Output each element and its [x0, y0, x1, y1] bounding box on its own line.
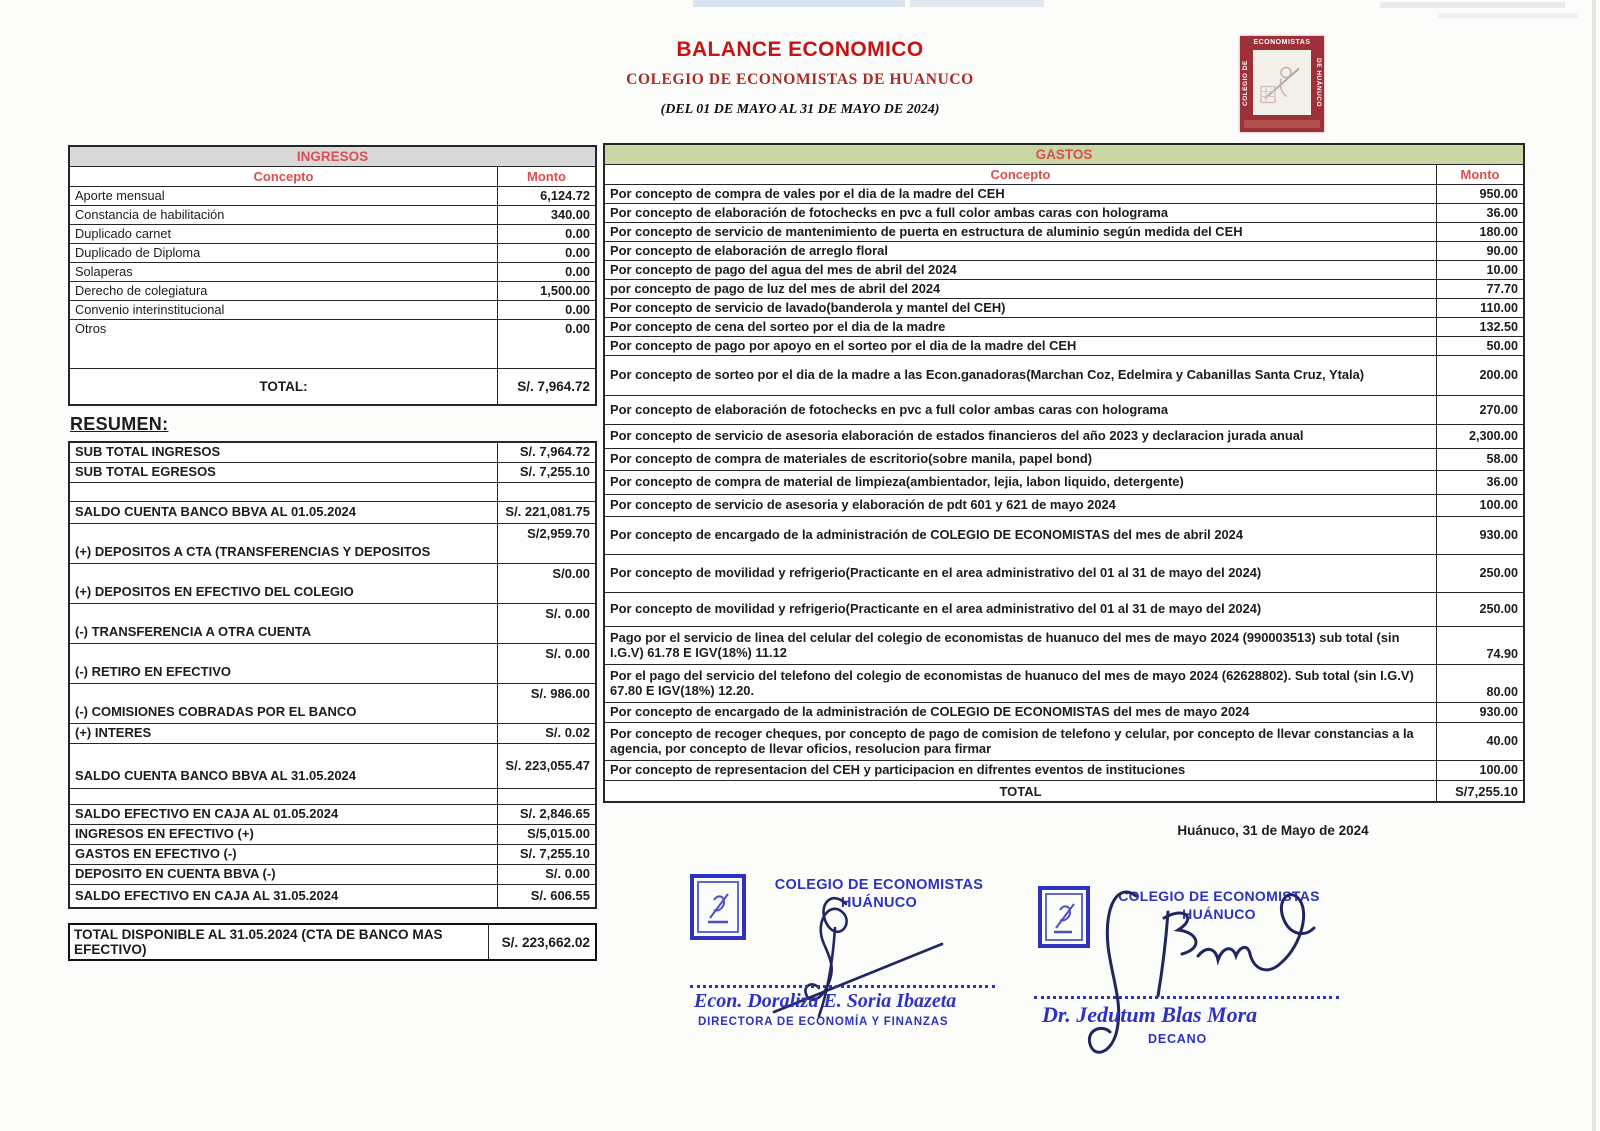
gasto-monto-cell: 100.00	[1479, 763, 1518, 778]
report-period: (DEL 01 DE MAYO AL 31 DE MAYO DE 2024)	[660, 102, 940, 117]
table-row	[70, 885, 595, 907]
page-title: BALANCE ECONOMICO	[676, 38, 924, 61]
table-row	[70, 320, 595, 368]
table-row	[70, 604, 595, 644]
table-row	[605, 356, 1523, 396]
gasto-monto-cell: 36.00	[1486, 205, 1518, 220]
stamp-logo-ring	[1045, 893, 1083, 941]
resumen-value-cell: S/. 7,255.10	[519, 464, 590, 480]
scan-artifact	[910, 0, 1044, 7]
table-row	[70, 301, 595, 320]
resumen-value-cell: S/. 0.02	[545, 725, 590, 741]
gasto-concepto-cell: Por concepto de elaboración de fotochecks en pvc a full color ambas caras con holograma	[605, 204, 1437, 222]
ingreso-monto-cell: 0.00	[565, 225, 590, 241]
total-disponible-value: S/. 223,662.02	[501, 934, 590, 950]
scan-edge-shadow	[1592, 0, 1596, 1131]
resumen-label-cell: (-) RETIRO EN EFECTIVO	[70, 644, 498, 683]
resumen-label-cell: (+) INTERES	[70, 724, 498, 743]
gasto-monto-cell: 180.00	[1479, 224, 1518, 239]
resumen-value-cell: S/. 0.00	[545, 866, 590, 882]
gastos-total-row	[605, 780, 1523, 801]
gasto-concepto-cell: Por concepto de movilidad y refrigerio(Practicante en el area administrativo del 01 al 31 de mayo del 2024)	[605, 593, 1437, 626]
gasto-monto-cell: 2,300.00	[1468, 429, 1518, 444]
ingreso-concepto-cell: Otros	[70, 320, 498, 368]
gastos-total-value: S/7,255.10	[1455, 783, 1518, 799]
gasto-monto-cell: 77.70	[1486, 281, 1518, 296]
table-row	[605, 204, 1523, 223]
ingreso-concepto-cell: Solaperas	[70, 263, 498, 281]
signer-role: DECANO	[1148, 1032, 1207, 1046]
table-row	[70, 684, 595, 724]
table-row	[70, 206, 595, 225]
gasto-concepto-cell: Por el pago del servicio del telefono del colegio de economistas de huanuco del mes de mayo 2024 (62628802). Sub total (sin I.G.V) 67.80 E IGV(18%) 12.20.	[605, 665, 1437, 702]
gasto-concepto-cell: Por concepto de servicio de mantenimiento de puerta en estructura de aluminio según medida del CEH	[605, 223, 1437, 241]
gasto-monto-cell: 132.50	[1479, 319, 1518, 334]
resumen-value-cell	[498, 789, 595, 804]
gastos-rows	[605, 185, 1523, 780]
table-row	[605, 449, 1523, 471]
right-column	[603, 143, 1525, 838]
resumen-value-cell: S/. 0.00	[545, 646, 590, 661]
left-column	[68, 145, 597, 961]
organization-name: COLEGIO DE ECONOMISTAS DE HUANUCO	[626, 71, 974, 88]
gasto-monto-cell: 74.90	[1486, 646, 1518, 661]
table-row	[70, 263, 595, 282]
resumen-value-cell: S/. 7,255.10	[519, 846, 590, 862]
table-row	[605, 299, 1523, 318]
total-disponible-label: TOTAL DISPONIBLE AL 31.05.2024 (CTA DE BANCO MAS EFECTIVO)	[70, 925, 489, 959]
resumen-value-cell: S/. 223,055.47	[505, 757, 590, 773]
gasto-monto-cell: 110.00	[1480, 300, 1518, 315]
column-header-monto: Monto	[1460, 167, 1500, 182]
gasto-monto-cell: 930.00	[1479, 705, 1518, 720]
table-row	[605, 318, 1523, 337]
logo-text-left: COLEGIO DE	[1242, 60, 1249, 106]
resumen-rows	[70, 443, 595, 907]
stamp-org-line1: COLEGIO DE ECONOMISTAS	[774, 877, 984, 893]
resumen-value-cell: S/. 7,964.72	[519, 444, 590, 460]
stamp-org-line2: HUÁNUCO	[840, 895, 918, 912]
table-row	[70, 865, 595, 885]
gasto-monto-cell: 250.00	[1479, 566, 1518, 581]
ingresos-total-row	[70, 368, 595, 404]
table-row	[70, 524, 595, 564]
ingresos-table	[68, 145, 597, 406]
ingreso-monto-cell: 0.00	[565, 301, 590, 317]
gasto-concepto-cell: Por concepto de compra de vales por el dia de la madre del CEH	[605, 185, 1437, 203]
table-row	[70, 483, 595, 502]
resumen-label-cell: SALDO CUENTA BANCO BBVA AL 31.05.2024	[70, 744, 498, 788]
gasto-concepto-cell: Por concepto de representacion del CEH y participacion en difrentes eventos de instituciones	[605, 761, 1437, 780]
gasto-monto-cell: 950.00	[1479, 186, 1518, 201]
gasto-concepto-cell: Por concepto de recoger cheques, por concepto de pago de comision de telefono y celular, por concepto de llevar constancias a la agencia, por concepto de llevar oficios, resolucion para firmar	[605, 723, 1437, 760]
table-row	[605, 242, 1523, 261]
ingreso-monto-cell: 0.00	[565, 321, 590, 336]
table-row	[605, 627, 1523, 665]
signer-role: DIRECTORA DE ECONOMÍA Y FINANZAS	[698, 1016, 949, 1028]
scan-artifact	[1380, 2, 1565, 8]
ingreso-monto-cell: 0.00	[565, 244, 590, 260]
resumen-label-cell	[70, 483, 498, 501]
gasto-monto-cell: 80.00	[1486, 684, 1518, 699]
signer-name: Dr. Jedutum Blas Mora	[1042, 1002, 1258, 1027]
ingreso-monto-cell: 6,124.72	[540, 187, 590, 203]
table-row	[605, 665, 1523, 703]
gasto-concepto-cell: Por concepto de elaboración de fotochecks en pvc a full color ambas caras con holograma	[605, 396, 1437, 424]
ingresos-total-value: S/. 7,964.72	[517, 379, 590, 394]
logo-sketch-drawing	[1253, 50, 1311, 115]
table-row	[605, 555, 1523, 593]
ingreso-concepto-cell: Aporte mensual	[70, 187, 498, 205]
resumen-value-cell: S/2,959.70	[527, 526, 590, 541]
table-row	[605, 337, 1523, 356]
gasto-monto-cell: 250.00	[1479, 602, 1518, 617]
logo-bottom-band	[1244, 120, 1320, 128]
gasto-concepto-cell: Por concepto de encargado de la administración de COLEGIO DE ECONOMISTAS del mes de abril 2024	[605, 517, 1437, 554]
table-row	[605, 517, 1523, 555]
table-row	[605, 185, 1523, 204]
table-row	[605, 723, 1523, 761]
gasto-concepto-cell: Por concepto de pago del agua del mes de abril del 2024	[605, 261, 1437, 279]
table-row	[70, 744, 595, 789]
table-row	[70, 502, 595, 524]
gasto-concepto-cell: Por concepto de sorteo por el dia de la madre a las Econ.ganadoras(Marchan Coz, Edelmira y Cabanillas Santa Cruz, Ytala)	[605, 356, 1437, 395]
resumen-label-cell: SALDO EFECTIVO EN CAJA AL 31.05.2024	[70, 885, 498, 907]
signature-dotted-line	[1034, 996, 1339, 999]
ingresos-table-title: INGRESOS	[70, 147, 595, 167]
ingreso-concepto-cell: Duplicado carnet	[70, 225, 498, 243]
gastos-table	[603, 143, 1525, 803]
table-row	[605, 495, 1523, 517]
resumen-label-cell: SUB TOTAL EGRESOS	[70, 463, 498, 482]
table-row	[70, 187, 595, 206]
column-header-monto: Monto	[527, 169, 566, 184]
stamp-org-text	[754, 876, 1004, 912]
table-row	[605, 471, 1523, 495]
gasto-concepto-cell: por concepto de pago de luz del mes de abril del 2024	[605, 280, 1437, 298]
ingresos-total-label: TOTAL:	[70, 369, 498, 404]
gasto-concepto-cell: Por concepto de servicio de asesoria elaboración de estados financieros del año 2023 y declaracion jurada anual	[605, 425, 1437, 448]
resumen-label-cell: SALDO EFECTIVO EN CAJA AL 01.05.2024	[70, 805, 498, 824]
gasto-concepto-cell: Por concepto de servicio de asesoria y elaboración de pdt 601 y 621 de mayo 2024	[605, 495, 1437, 516]
resumen-label-cell: (-) COMISIONES COBRADAS POR EL BANCO	[70, 684, 498, 723]
table-row	[70, 244, 595, 263]
resumen-label-cell: SALDO CUENTA BANCO BBVA AL 01.05.2024	[70, 502, 498, 523]
gasto-monto-cell: 100.00	[1479, 498, 1518, 513]
table-row	[605, 223, 1523, 242]
gasto-monto-cell: 930.00	[1479, 528, 1518, 543]
resumen-label-cell: SUB TOTAL INGRESOS	[70, 443, 498, 462]
table-row	[70, 825, 595, 845]
logo-text-top: ECONOMISTAS	[1253, 39, 1311, 46]
stamp-logo-icon	[1038, 886, 1090, 948]
resumen-value-cell: S/. 0.00	[545, 606, 590, 621]
place-date-line: Huánuco, 31 de Mayo de 2024	[1177, 823, 1369, 838]
document-header	[0, 38, 1600, 118]
ingreso-concepto-cell: Duplicado de Diploma	[70, 244, 498, 262]
logo-inner-sketch	[1253, 50, 1311, 115]
table-row	[70, 443, 595, 463]
stamp-logo-icon	[690, 874, 746, 940]
column-header-concepto: Concepto	[605, 165, 1437, 184]
ingreso-concepto-cell: Constancia de habilitación	[70, 206, 498, 224]
gastos-column-headers	[605, 165, 1523, 185]
stamp-org-text	[1094, 888, 1344, 923]
resumen-value-cell: S/. 986.00	[530, 686, 590, 701]
table-row	[70, 805, 595, 825]
resumen-label-cell: GASTOS EN EFECTIVO (-)	[70, 845, 498, 864]
scan-artifact	[1438, 13, 1578, 18]
resumen-table	[68, 441, 597, 909]
gasto-concepto-cell: Por concepto de cena del sorteo por el dia de la madre	[605, 318, 1437, 336]
gastos-total-label: TOTAL	[605, 781, 1437, 801]
resumen-label-cell	[70, 789, 498, 804]
table-row	[70, 644, 595, 684]
table-row	[70, 845, 595, 865]
gasto-monto-cell: 270.00	[1479, 402, 1518, 417]
resumen-value-cell: S/0.00	[552, 566, 590, 581]
signer-name: Econ. Doraliza E. Soria Ibazeta	[694, 990, 957, 1012]
resumen-heading: RESUMEN:	[70, 414, 169, 434]
ingreso-concepto-cell: Convenio interinstitucional	[70, 301, 498, 319]
gasto-concepto-cell: Por concepto de elaboración de arreglo floral	[605, 242, 1437, 260]
table-row	[70, 724, 595, 744]
table-row	[605, 703, 1523, 723]
ingresos-rows	[70, 187, 595, 368]
table-row	[605, 280, 1523, 299]
column-header-concepto: Concepto	[70, 167, 498, 186]
resumen-label-cell: (-) TRANSFERENCIA A OTRA CUENTA	[70, 604, 498, 643]
signature-dotted-line	[690, 985, 995, 988]
logo-text-right: DE HUÁNUCO	[1315, 58, 1322, 108]
stamp-org-line2: HUÁNUCO	[1182, 905, 1256, 922]
gasto-monto-cell: 90.00	[1486, 243, 1518, 258]
resumen-value-cell: S/5,015.00	[527, 826, 590, 842]
stamp-logo-ring	[697, 881, 739, 933]
table-row	[70, 463, 595, 483]
table-row	[605, 261, 1523, 280]
gasto-concepto-cell: Pago por el servicio de linea del celular del colegio de economistas de huanuco del mes de mayo 2024 (990003513) sub total (sin I.G.V) 61.78 E IGV(18%) 11.12	[605, 627, 1437, 664]
table-row	[605, 425, 1523, 449]
ingreso-monto-cell: 340.00	[550, 206, 590, 222]
gasto-monto-cell: 40.00	[1486, 734, 1518, 749]
gasto-monto-cell: 50.00	[1486, 338, 1518, 353]
ingreso-monto-cell: 0.00	[565, 263, 590, 279]
resumen-value-cell: S/. 606.55	[530, 887, 590, 903]
gasto-monto-cell: 200.00	[1479, 368, 1518, 383]
resumen-label-cell: DEPOSITO EN CUENTA BBVA (-)	[70, 865, 498, 884]
resumen-label-cell: (+) DEPOSITOS A CTA (TRANSFERENCIAS Y DEPOSITOS	[70, 524, 498, 563]
gasto-concepto-cell: Por concepto de servicio de lavado(banderola y mantel del CEH)	[605, 299, 1437, 317]
table-row	[70, 564, 595, 604]
gasto-concepto-cell: Por concepto de encargado de la administración de COLEGIO DE ECONOMISTAS del mes de mayo 2024	[605, 703, 1437, 722]
table-row	[605, 396, 1523, 425]
gasto-concepto-cell: Por concepto de compra de materiales de escritorio(sobre manila, papel bond)	[605, 449, 1437, 470]
ingreso-monto-cell: 1,500.00	[540, 282, 590, 298]
ingresos-column-headers	[70, 167, 595, 187]
resumen-label-cell: (+) DEPOSITOS EN EFECTIVO DEL COLEGIO	[70, 564, 498, 603]
scan-artifact	[693, 0, 905, 7]
gasto-concepto-cell: Por concepto de compra de material de limpieza(ambientador, lejia, labon liquido, detergente)	[605, 471, 1437, 494]
resumen-value-cell	[498, 483, 595, 501]
total-disponible-row	[68, 923, 597, 961]
stamp-org-line1: COLEGIO DE ECONOMISTAS	[1118, 888, 1320, 904]
institution-logo	[1240, 36, 1324, 132]
table-row	[70, 789, 595, 805]
table-row	[70, 225, 595, 244]
gasto-concepto-cell: Por concepto de movilidad y refrigerio(Practicante en el area administrativo del 01 al 31 de mayo del 2024)	[605, 555, 1437, 592]
gasto-monto-cell: 58.00	[1486, 452, 1518, 467]
resumen-label-cell: INGRESOS EN EFECTIVO (+)	[70, 825, 498, 844]
gasto-monto-cell: 10.00	[1486, 262, 1518, 277]
resumen-value-cell: S/. 221,081.75	[505, 504, 590, 520]
table-row	[70, 282, 595, 301]
gasto-concepto-cell: Por concepto de pago por apoyo en el sorteo por el dia de la madre del CEH	[605, 337, 1437, 355]
gastos-table-title: GASTOS	[605, 145, 1523, 165]
gasto-monto-cell: 36.00	[1486, 475, 1518, 490]
ingreso-concepto-cell: Derecho de colegiatura	[70, 282, 498, 300]
table-row	[605, 761, 1523, 780]
table-row	[605, 593, 1523, 627]
resumen-value-cell: S/. 2,846.65	[519, 806, 590, 822]
